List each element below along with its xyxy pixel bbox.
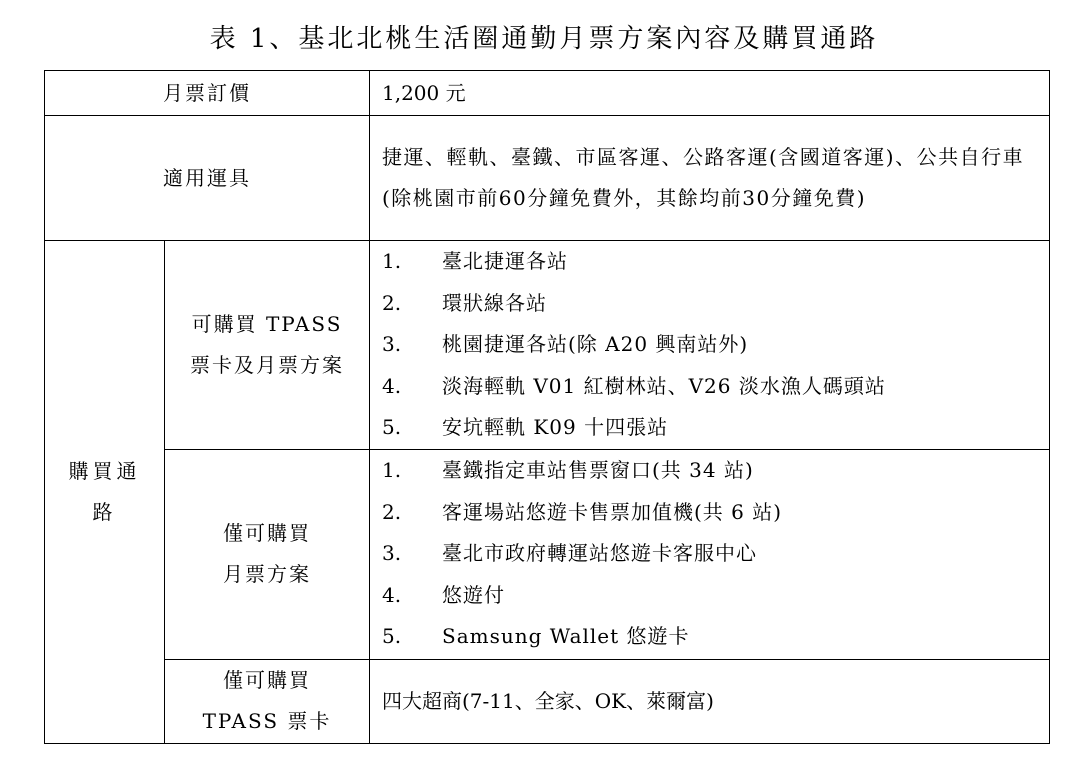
list-item-text: 臺北捷運各站 bbox=[442, 249, 568, 273]
channel-group-1-list bbox=[370, 241, 1049, 449]
list-item bbox=[382, 492, 1049, 534]
page-title: 表 1、基北北桃生活圈通勤月票方案內容及購買通路 bbox=[209, 24, 879, 54]
list-item-text: 環狀線各站 bbox=[442, 290, 547, 315]
list-item bbox=[382, 407, 1049, 449]
list-item-number: 5. bbox=[382, 624, 402, 649]
list-item bbox=[382, 616, 1049, 658]
channel-group-1-label bbox=[165, 241, 370, 450]
channel-group-1-row bbox=[45, 241, 1050, 450]
channel-group-1-text: 可購買 TPASS 票卡及月票方案 bbox=[190, 311, 344, 377]
list-item-number: 1. bbox=[382, 249, 402, 273]
channel-group-2-text: 僅可購買月票方案 bbox=[223, 521, 311, 586]
price-value: 1,200 元 bbox=[370, 71, 1050, 116]
vehicles-row bbox=[45, 116, 1050, 241]
list-item bbox=[382, 324, 1049, 366]
list-item-text: 悠遊付 bbox=[442, 582, 505, 607]
price-row bbox=[45, 71, 1050, 116]
channel-group-2-label bbox=[165, 449, 370, 659]
list-item-number: 3. bbox=[382, 541, 402, 566]
list-item-text: 淡海輕軌 V01 紅樹林站、V26 淡水漁人碼頭站 bbox=[442, 373, 886, 398]
list-item-text: 客運場站悠遊卡售票加值機(共 6 站) bbox=[442, 499, 783, 524]
channel-group-3-text: 僅可購買 TPASS 票卡 bbox=[202, 668, 332, 733]
list-item-text: Samsung Wallet 悠遊卡 bbox=[442, 624, 690, 649]
list-item-text: 安坑輕軌 K09 十四張站 bbox=[442, 415, 669, 439]
list-item-number: 4. bbox=[382, 582, 402, 607]
list-item bbox=[382, 366, 1049, 408]
price-label: 月票訂價 bbox=[45, 71, 370, 116]
list-item-number: 2. bbox=[382, 290, 402, 315]
list-item-number: 4. bbox=[382, 373, 402, 398]
vehicles-value: 捷運、輕軌、臺鐵、市區客運、公路客運(含國道客運)、公共自行車(除桃園市前60分鐘免費外，其餘均前30分鐘免費) bbox=[370, 116, 1050, 241]
channel-group-2-list-cell bbox=[370, 449, 1050, 659]
channel-group-1-list-cell bbox=[370, 241, 1050, 450]
list-item bbox=[382, 241, 1049, 283]
purchase-channel-text: 購買通路 bbox=[68, 458, 141, 524]
list-item bbox=[382, 450, 1049, 492]
channel-group-3-value: 四大超商(7-11、全家、OK、萊爾富) bbox=[370, 659, 1050, 743]
list-item-number: 5. bbox=[382, 415, 402, 439]
list-item-number: 1. bbox=[382, 458, 402, 483]
channel-group-3-label bbox=[165, 659, 370, 743]
channel-group-2-list bbox=[370, 450, 1049, 658]
list-item-number: 2. bbox=[382, 499, 402, 524]
fare-plan-table bbox=[44, 70, 1050, 744]
channel-group-2-row bbox=[45, 449, 1050, 659]
list-item-number: 3. bbox=[382, 332, 402, 356]
list-item-text: 臺鐵指定車站售票窗口(共 34 站) bbox=[442, 458, 754, 483]
channel-group-3-row bbox=[45, 659, 1050, 743]
vehicles-label: 適用運具 bbox=[45, 116, 370, 241]
list-item bbox=[382, 575, 1049, 617]
list-item bbox=[382, 533, 1049, 575]
purchase-channel-label bbox=[45, 241, 165, 744]
list-item bbox=[382, 283, 1049, 325]
list-item-text: 桃園捷運各站(除 A20 興南站外) bbox=[442, 332, 749, 356]
list-item-text: 臺北市政府轉運站悠遊卡客服中心 bbox=[442, 541, 757, 566]
